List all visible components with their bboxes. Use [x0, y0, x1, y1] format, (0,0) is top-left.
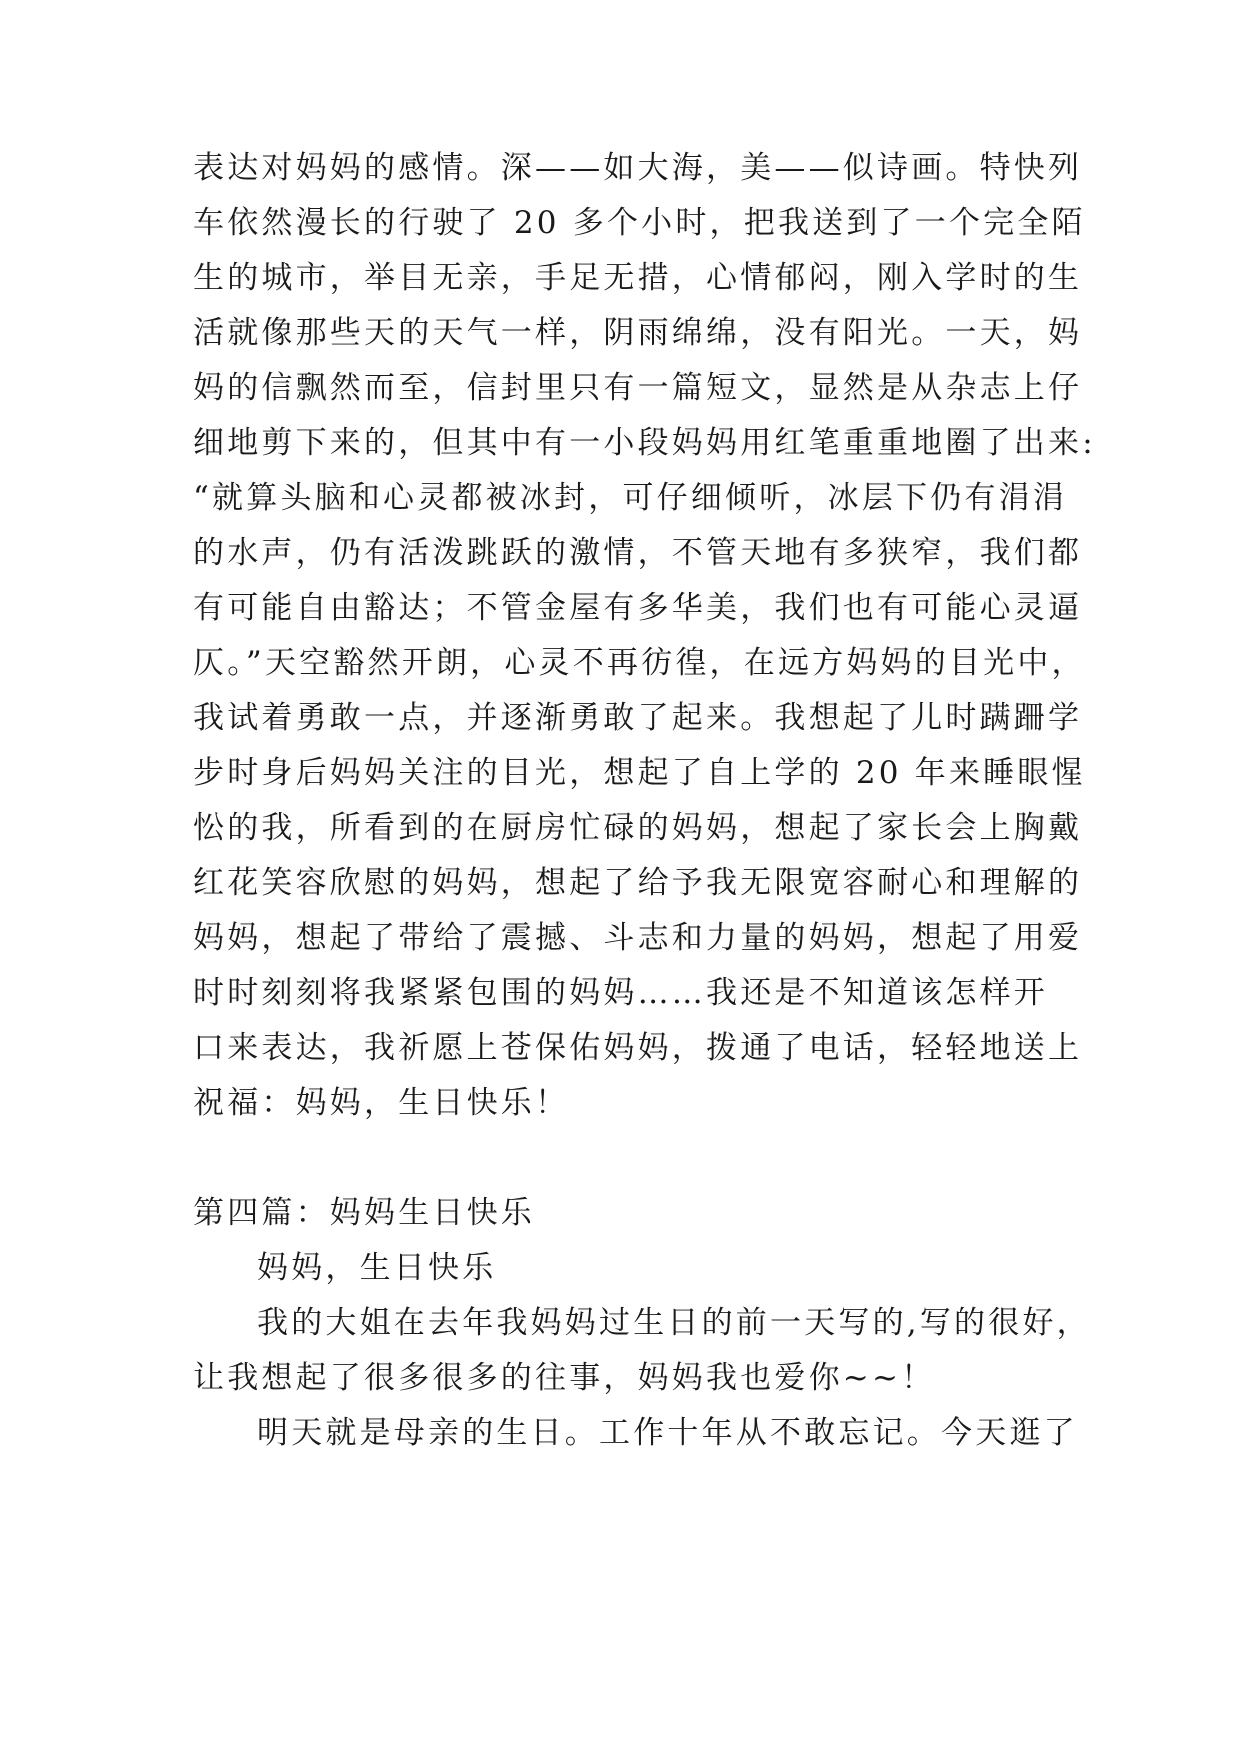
paragraph-line: 口来表达，我祈愿上苍保佑妈妈，拨通了电话，轻轻地送上 — [193, 1030, 1083, 1066]
paragraph-line: 表达对妈妈的感情。深——如大海，美——似诗画。特快列 — [193, 150, 1083, 186]
section-heading: 第四篇：妈妈生日快乐 — [193, 1195, 535, 1231]
paragraph-line: 祝福：妈妈，生日快乐！ — [193, 1085, 570, 1121]
paragraph-line: “就算头脑和心灵都被冰封，可仔细倾听，冰层下仍有涓涓 — [193, 480, 1068, 516]
paragraph-line: 红花笑容欣慰的妈妈，想起了给予我无限宽容耐心和理解的 — [193, 865, 1083, 901]
intro-paragraph-line: 让我想起了很多很多的往事，妈妈我也爱你~~！ — [193, 1360, 936, 1396]
article-title: 妈妈，生日快乐 — [257, 1250, 497, 1286]
paragraph-line: 时时刻刻将我紧紧包围的妈妈……我还是不知道该怎样开 — [193, 975, 1048, 1011]
paragraph-line: 生的城市，举目无亲，手足无措，心情郁闷，刚入学时的生 — [193, 260, 1083, 296]
intro-paragraph-line: 我的大姐在去年我妈妈过生日的前一天写的,写的很好， — [257, 1305, 1091, 1341]
paragraph-line: 有可能自由豁达；不管金屋有多华美，我们也有可能心灵逼 — [193, 590, 1083, 626]
paragraph-line: 忪的我，所看到的在厨房忙碌的妈妈，想起了家长会上胸戴 — [193, 810, 1083, 846]
paragraph-line: 妈妈，想起了带给了震撼、斗志和力量的妈妈，想起了用爱 — [193, 920, 1083, 956]
body-paragraph-line: 明天就是母亲的生日。工作十年从不敢忘记。今天逛了 — [257, 1415, 1078, 1451]
paragraph-line: 细地剪下来的，但其中有一小段妈妈用红笔重重地圈了出来: — [193, 425, 1096, 461]
paragraph-line: 仄。”天空豁然开朗，心灵不再彷徨，在远方妈妈的目光中， — [193, 645, 1086, 681]
paragraph-line: 的水声，仍有活泼跳跃的激情，不管天地有多狭窄，我们都 — [193, 535, 1083, 571]
paragraph-line: 步时身后妈妈关注的目光，想起了自上学的 20 年来睡眼惺 — [193, 755, 1086, 791]
paragraph-line: 我试着勇敢一点，并逐渐勇敢了起来。我想起了儿时蹒跚学 — [193, 700, 1083, 736]
paragraph-line: 妈的信飘然而至，信封里只有一篇短文，显然是从杂志上仔 — [193, 370, 1083, 406]
paragraph-line: 车依然漫长的行驶了 20 多个小时，把我送到了一个完全陌 — [193, 205, 1086, 241]
paragraph-line: 活就像那些天的天气一样，阴雨绵绵，没有阳光。一天，妈 — [193, 315, 1083, 351]
